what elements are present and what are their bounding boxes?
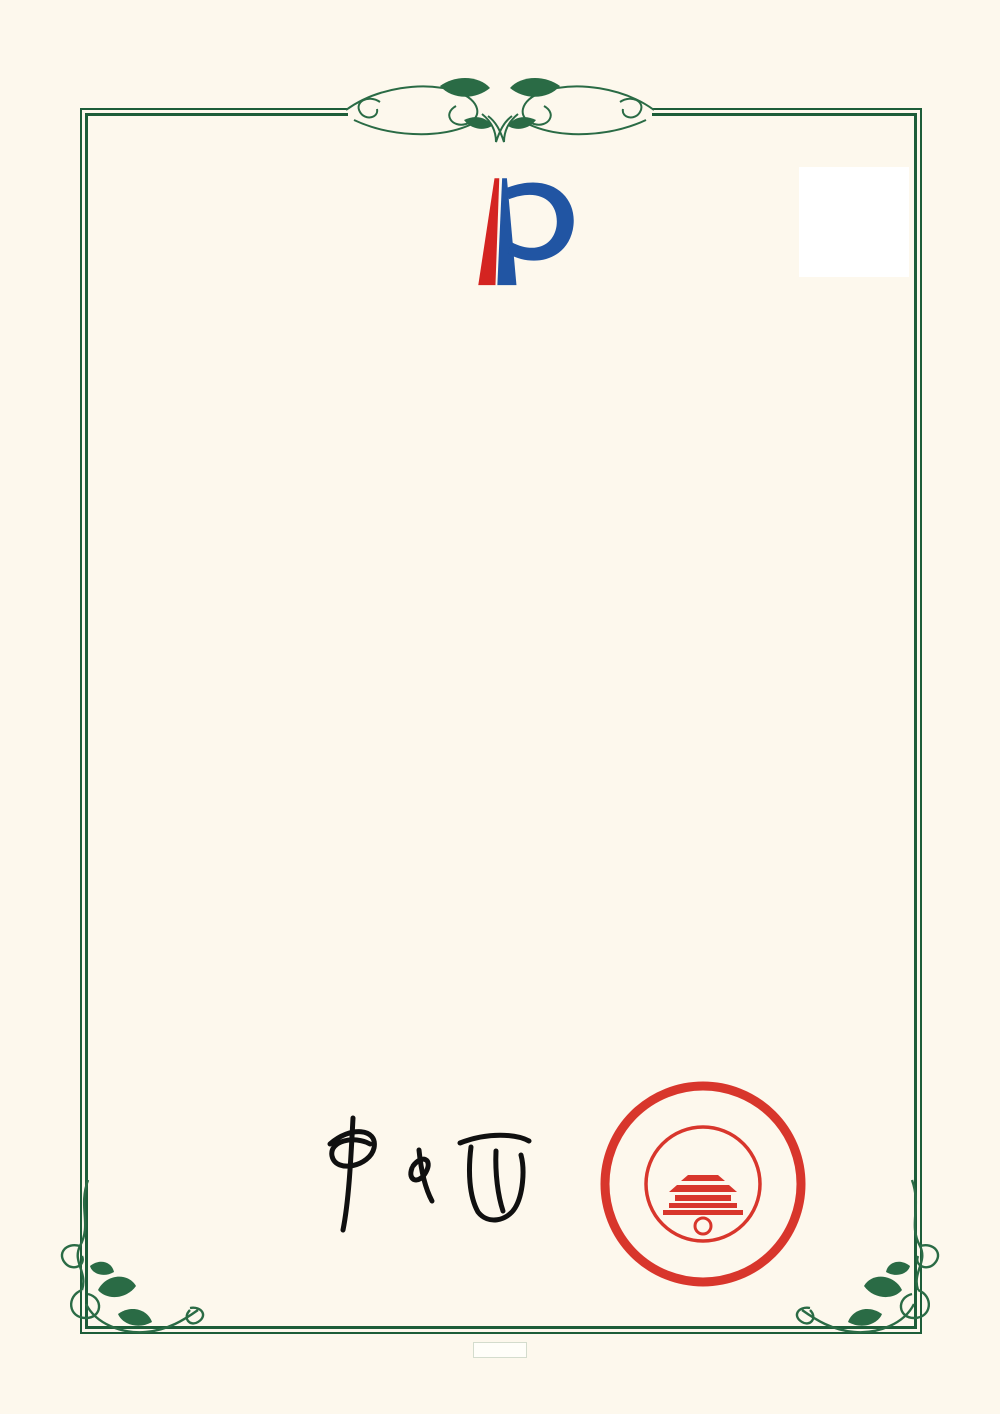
seal-national-emblem-icon xyxy=(646,1127,760,1241)
continuation-note xyxy=(473,1342,527,1358)
qr-code-box xyxy=(799,167,909,277)
seal-ring xyxy=(605,1086,801,1282)
bottom-left-corner-ornament xyxy=(56,1178,206,1348)
cnipa-official-seal xyxy=(583,1064,823,1304)
qr-code-icon xyxy=(804,172,904,272)
top-border-ornament xyxy=(340,56,660,156)
director-signature-icon xyxy=(292,1108,542,1238)
cnipa-logo xyxy=(400,156,610,296)
certificate-body-text xyxy=(133,828,891,830)
logo-red-wedge xyxy=(478,178,499,285)
certificate-fields xyxy=(143,420,883,571)
logo-blue-p-bowl xyxy=(507,182,574,260)
barcode-icon xyxy=(141,1060,399,1086)
